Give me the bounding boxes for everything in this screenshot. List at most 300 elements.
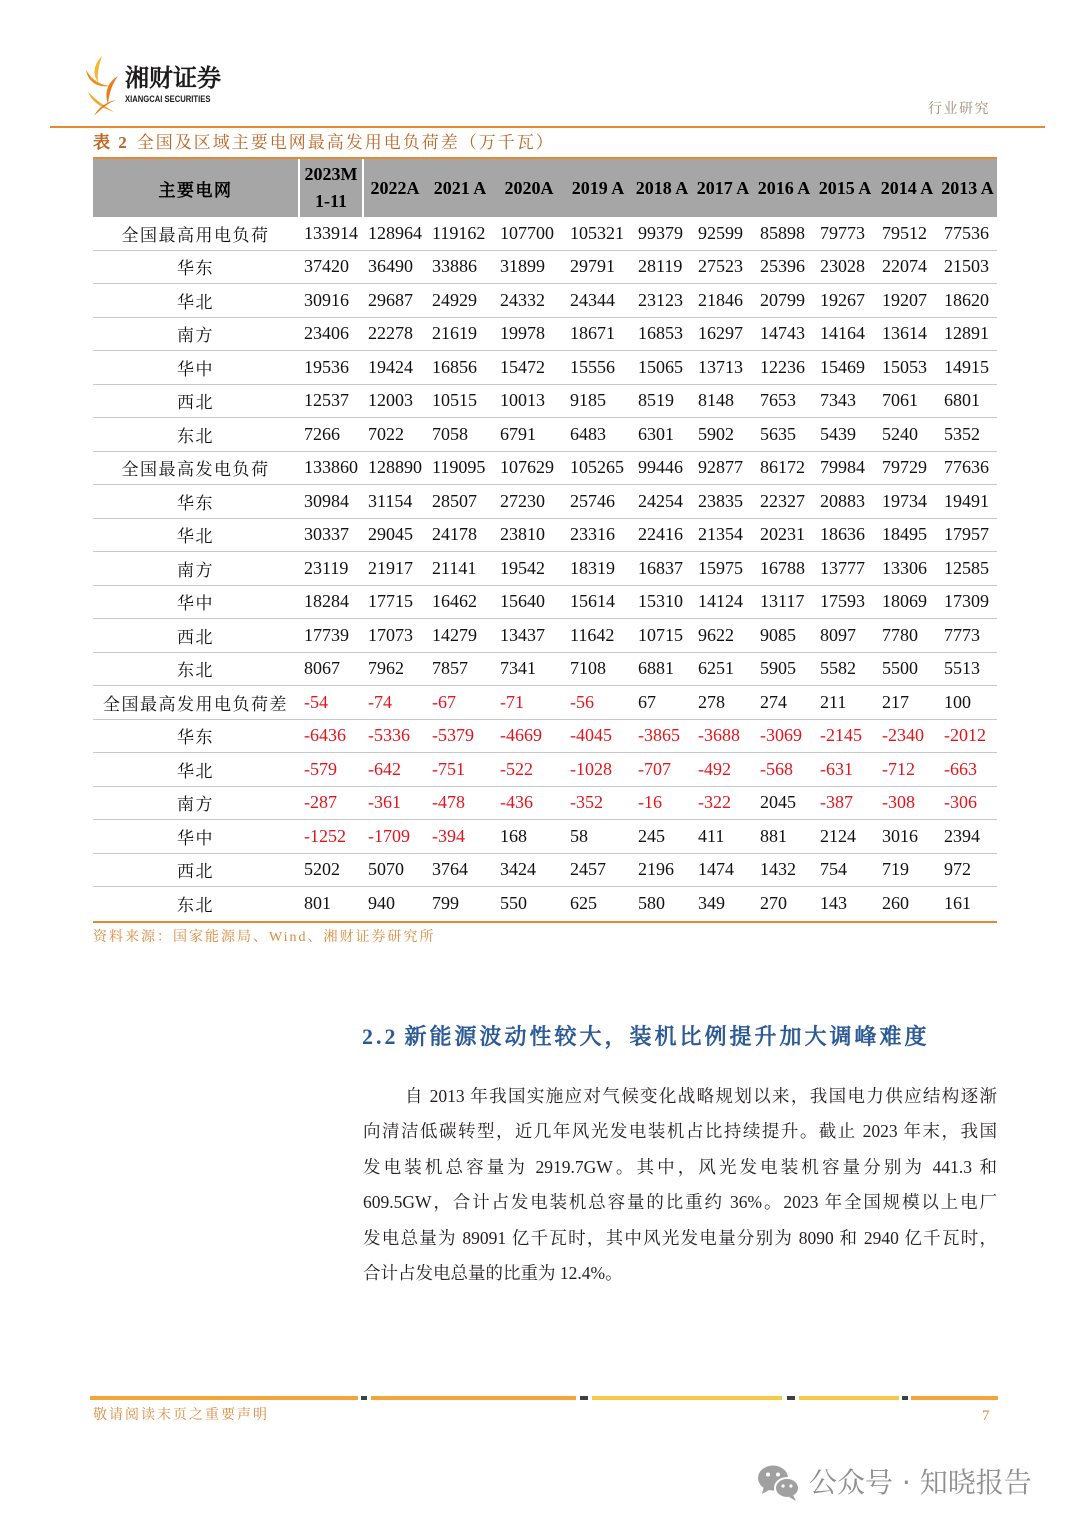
table-cell: 27230 — [500, 490, 545, 511]
table-cell: -4045 — [570, 725, 612, 746]
table-cell: -71 — [500, 691, 524, 712]
table-row — [93, 418, 997, 452]
row-label: 华北 — [177, 761, 214, 781]
table-cell: 119162 — [432, 222, 486, 243]
table-cell: -56 — [570, 691, 594, 712]
table-cell: 17073 — [368, 624, 413, 645]
column-header-line: 2023M — [304, 164, 358, 184]
column-header: 2022A — [362, 159, 426, 217]
table-cell: 79773 — [820, 222, 865, 243]
table-cell: 11642 — [570, 624, 615, 645]
table-cell: 6791 — [500, 423, 536, 444]
column-header: 2014 A — [880, 177, 934, 198]
table-cell: 5070 — [368, 859, 404, 880]
table-cell: 21846 — [698, 289, 743, 310]
table-cell: 550 — [500, 893, 527, 914]
table-caption — [93, 132, 555, 154]
table-cell: 25396 — [760, 256, 805, 277]
table-row — [93, 619, 997, 653]
table-row — [93, 452, 997, 486]
section-number: 2.2 — [362, 1024, 399, 1049]
table-cell: 754 — [820, 859, 847, 880]
footer-disclaimer: 敬请阅读末页之重要声明 — [93, 1408, 269, 1423]
table-cell: 92599 — [698, 222, 743, 243]
table-cell: 13306 — [882, 557, 927, 578]
table-cell: 5352 — [944, 423, 980, 444]
table-cell: 21354 — [698, 524, 743, 545]
table-row — [93, 217, 997, 251]
table-cell: 67 — [638, 691, 656, 712]
table-cell: 18319 — [570, 557, 615, 578]
table-cell: 13117 — [760, 591, 805, 612]
table-cell: 105265 — [570, 457, 624, 478]
table-cell: -394 — [432, 825, 465, 846]
table-cell: 8148 — [698, 390, 734, 411]
table-cell: 23123 — [638, 289, 683, 310]
table-cell: -568 — [760, 758, 793, 779]
table-cell: 24178 — [432, 524, 477, 545]
table-cell: 278 — [698, 691, 725, 712]
row-label: 华中 — [177, 828, 214, 848]
table-cell: 7341 — [500, 658, 536, 679]
table-cell: 799 — [432, 893, 459, 914]
table-cell: 23810 — [500, 524, 545, 545]
table-cell: 20231 — [760, 524, 805, 545]
table-row — [93, 753, 997, 787]
table-row — [93, 720, 997, 754]
table-cell: -436 — [500, 792, 533, 813]
table-cell: 29045 — [368, 524, 413, 545]
paragraph-line: 发电总量为 89091 亿千瓦时，其中风光发电量分别为 8090 和 2940 亿千瓦时， — [363, 1227, 997, 1248]
row-label: 南方 — [177, 795, 214, 815]
table-cell: 274 — [760, 691, 787, 712]
table-cell: 128964 — [368, 222, 422, 243]
table-cell: 21141 — [432, 557, 477, 578]
table-row — [93, 787, 997, 821]
table-cell: 15975 — [698, 557, 743, 578]
table-cell: 411 — [698, 825, 725, 846]
table-cell: 7266 — [304, 423, 340, 444]
table-cell: -579 — [304, 758, 337, 779]
table-cell: 6251 — [698, 658, 734, 679]
table-cell: 9085 — [760, 624, 796, 645]
table-cell: 5240 — [882, 423, 918, 444]
table-cell: 16788 — [760, 557, 805, 578]
watermark — [757, 1461, 1032, 1505]
table-cell: 972 — [944, 859, 971, 880]
table-cell: -707 — [638, 758, 671, 779]
table-cell: 19542 — [500, 557, 545, 578]
brand-mark-icon — [84, 56, 120, 116]
table-cell: 15053 — [882, 356, 927, 377]
column-header-line: 1-11 — [314, 191, 347, 211]
table-cell: 15065 — [638, 356, 683, 377]
table-cell: -2012 — [944, 725, 986, 746]
header-divider — [50, 126, 1045, 128]
table-cell: 18620 — [944, 289, 989, 310]
row-label: 西北 — [177, 627, 214, 647]
table-cell: 19734 — [882, 490, 927, 511]
table-cell: -1709 — [368, 825, 410, 846]
table-row — [93, 385, 997, 419]
column-header: 2013 A — [941, 177, 994, 198]
row-label: 华中 — [177, 359, 214, 379]
paragraph-line: 自 2013 年我国实施应对气候变化战略规划以来，我国电力供应结构逐渐 — [405, 1086, 997, 1106]
table-header-row — [93, 157, 997, 217]
table-cell: 107629 — [500, 457, 554, 478]
table-cell: 85898 — [760, 222, 805, 243]
table-cell: 719 — [882, 859, 909, 880]
table-cell: 217 — [882, 691, 909, 712]
table-cell: 5905 — [760, 658, 796, 679]
table-cell: 19267 — [820, 289, 865, 310]
table-cell: 9622 — [698, 624, 734, 645]
table-cell: 19424 — [368, 356, 413, 377]
table-cell: 18636 — [820, 524, 865, 545]
table-cell: 19978 — [500, 323, 545, 344]
table-cell: -2145 — [820, 725, 862, 746]
brand-name-en: XIANGCAI SECURITIES — [125, 94, 211, 104]
table-cell: 13713 — [698, 356, 743, 377]
table-cell: 99379 — [638, 222, 683, 243]
table-cell: 19536 — [304, 356, 349, 377]
table-cell: 19207 — [882, 289, 927, 310]
table-cell: 5902 — [698, 423, 734, 444]
table-cell: 16853 — [638, 323, 683, 344]
table-cell: -522 — [500, 758, 533, 779]
table-cell: 1474 — [698, 859, 734, 880]
table-cell: 22327 — [760, 490, 805, 511]
table-cell: 7022 — [368, 423, 404, 444]
table-cell: 7653 — [760, 390, 796, 411]
table-cell: 13614 — [882, 323, 927, 344]
column-header: 2021 A — [433, 177, 487, 198]
table-cell: -4669 — [500, 725, 542, 746]
table-cell: 14743 — [760, 323, 805, 344]
column-header: 2016 A — [757, 177, 811, 198]
table-cell: 5582 — [820, 658, 856, 679]
table-cell: 2196 — [638, 859, 674, 880]
table-cell: 14279 — [432, 624, 477, 645]
table-cell: 6301 — [638, 423, 674, 444]
table-cell: 260 — [882, 893, 909, 914]
table-cell: 79984 — [820, 457, 865, 478]
table-cell: 14915 — [944, 356, 989, 377]
table-cell: -16 — [638, 792, 662, 813]
table-cell: 3016 — [882, 825, 918, 846]
column-header: 2017 A — [696, 177, 750, 198]
column-header — [298, 159, 362, 217]
row-label: 全国最高用电负荷 — [121, 225, 270, 245]
row-label: 华东 — [177, 259, 214, 279]
column-header: 2015 A — [818, 177, 872, 198]
table-row — [93, 887, 997, 921]
table-cell: 15472 — [500, 356, 545, 377]
table-cell: -642 — [368, 758, 401, 779]
paragraph-line: 609.5GW，合计占发电装机总容量的比重约 36%。2023 年全国规模以上电厂 — [363, 1192, 997, 1213]
table-cell: 86172 — [760, 457, 805, 478]
table-cell: -287 — [304, 792, 337, 813]
row-label: 南方 — [177, 560, 214, 580]
row-label: 西北 — [177, 862, 214, 882]
table-cell: 13437 — [500, 624, 545, 645]
table-cell: 7058 — [432, 423, 468, 444]
table-cell: -3688 — [698, 725, 740, 746]
table-cell: -67 — [432, 691, 456, 712]
table-cell: 18495 — [882, 524, 927, 545]
table-cell: 8067 — [304, 658, 340, 679]
table-cell: 99446 — [638, 457, 683, 478]
row-label: 华北 — [177, 292, 214, 312]
table-cell: 37420 — [304, 256, 349, 277]
table-cell: 58 — [570, 825, 588, 846]
column-header: 2018 A — [635, 177, 689, 198]
section-title: 新能源波动性较大，装机比例提升加大调峰难度 — [404, 1024, 930, 1049]
table-cell: 16462 — [432, 591, 477, 612]
table-cell: 2045 — [760, 792, 796, 813]
table-cell: 2124 — [820, 825, 856, 846]
table-cell: 77536 — [944, 222, 989, 243]
table-cell: 15469 — [820, 356, 865, 377]
table-cell: 5513 — [944, 658, 980, 679]
table-cell: 7343 — [820, 390, 856, 411]
paragraph-line: 发电装机总容量为 2919.7GW。其中，风光发电装机容量分别为 441.3 和 — [363, 1156, 997, 1177]
table-cell: 31154 — [368, 490, 413, 511]
table-cell: 92877 — [698, 457, 743, 478]
row-label: 华东 — [177, 493, 214, 513]
watermark-text: 公众号 · 知晓报告 — [809, 1466, 1032, 1499]
table-cell: -54 — [304, 691, 328, 712]
table-cell: 16856 — [432, 356, 477, 377]
table-row — [93, 251, 997, 285]
wechat-icon — [757, 1463, 801, 1503]
table-cell: 12891 — [944, 323, 989, 344]
table-cell: 8519 — [638, 390, 674, 411]
table-cell: 23028 — [820, 256, 865, 277]
table-cell: -74 — [368, 691, 392, 712]
table-row — [93, 284, 997, 318]
table-cell: 6801 — [944, 390, 980, 411]
table-cell: 79512 — [882, 222, 927, 243]
paragraph-line: 向清洁低碳转型，近几年风光发电装机占比持续提升。截止 2023 年末，我国 — [363, 1121, 997, 1142]
column-header: 2020A — [504, 177, 554, 198]
table-cell: 133914 — [304, 222, 358, 243]
table-cell: 22416 — [638, 524, 683, 545]
table-cell: 881 — [760, 825, 787, 846]
table-cell: 77636 — [944, 457, 989, 478]
table-cell: 105321 — [570, 222, 624, 243]
table-cell: 5635 — [760, 423, 796, 444]
table-cell: 19491 — [944, 490, 989, 511]
table-cell: 128890 — [368, 457, 422, 478]
brand-name-cn: 湘财证券 — [125, 65, 221, 92]
table-cell: -1028 — [570, 758, 612, 779]
data-table — [93, 157, 997, 923]
table-cell: 15640 — [500, 591, 545, 612]
stub-header: 主要电网 — [158, 180, 233, 200]
row-label: 东北 — [177, 896, 214, 916]
brand-logo — [84, 56, 234, 118]
table-cell: -6436 — [304, 725, 346, 746]
table-cell: -3069 — [760, 725, 802, 746]
table-cell: 18284 — [304, 591, 349, 612]
table-cell: 14164 — [820, 323, 865, 344]
table-cell: 211 — [820, 691, 847, 712]
table-row — [93, 586, 997, 620]
column-header: 2019 A — [571, 177, 625, 198]
table-cell: 18671 — [570, 323, 615, 344]
table-cell: 133860 — [304, 457, 358, 478]
table-cell: 270 — [760, 893, 787, 914]
table-cell: 2457 — [570, 859, 606, 880]
table-cell: -1252 — [304, 825, 346, 846]
table-cell: 29687 — [368, 289, 413, 310]
table-cell: 7857 — [432, 658, 468, 679]
table-row — [93, 854, 997, 888]
table-cell: 30337 — [304, 524, 349, 545]
table-cell: 168 — [500, 825, 527, 846]
table-cell: 79729 — [882, 457, 927, 478]
table-cell: -5336 — [368, 725, 410, 746]
table-cell: 16837 — [638, 557, 683, 578]
table-cell: -361 — [368, 792, 401, 813]
row-label: 东北 — [177, 661, 214, 681]
table-cell: 100 — [944, 691, 971, 712]
table-cell: -712 — [882, 758, 915, 779]
table-row — [93, 519, 997, 553]
table-cell: 20883 — [820, 490, 865, 511]
table-cell: 23316 — [570, 524, 615, 545]
body-paragraph — [363, 1079, 997, 1291]
table-cell: -631 — [820, 758, 853, 779]
table-cell: 5500 — [882, 658, 918, 679]
table-cell: 27523 — [698, 256, 743, 277]
table-cell: 36490 — [368, 256, 413, 277]
table-cell: -5379 — [432, 725, 474, 746]
table-cell: 30916 — [304, 289, 349, 310]
page-number: 7 — [982, 1408, 990, 1424]
table-cell: 801 — [304, 893, 331, 914]
row-label: 华北 — [177, 527, 214, 547]
table-cell: -306 — [944, 792, 977, 813]
table-cell: 23119 — [304, 557, 349, 578]
table-cell: 12537 — [304, 390, 349, 411]
table-cell: 7962 — [368, 658, 404, 679]
table-cell: -387 — [820, 792, 853, 813]
table-cell: 143 — [820, 893, 847, 914]
table-cell: -478 — [432, 792, 465, 813]
table-row — [93, 318, 997, 352]
table-cell: -2340 — [882, 725, 924, 746]
table-cell: 20799 — [760, 289, 805, 310]
table-cell: 28119 — [638, 256, 683, 277]
table-cell: 119095 — [432, 457, 486, 478]
table-cell: 12585 — [944, 557, 989, 578]
table-source-note: 资料来源：国家能源局、Wind、湘财证券研究所 — [93, 930, 436, 945]
table-cell: 7108 — [570, 658, 606, 679]
table-cell: 161 — [944, 893, 971, 914]
table-cell: -3865 — [638, 725, 680, 746]
table-body — [93, 217, 997, 923]
table-cell: -663 — [944, 758, 977, 779]
table-cell: 107700 — [500, 222, 554, 243]
table-number: 表 2 — [93, 133, 129, 152]
table-cell: 7773 — [944, 624, 980, 645]
table-cell: 33886 — [432, 256, 477, 277]
table-cell: 349 — [698, 893, 725, 914]
report-type: 行业研究 — [928, 102, 990, 117]
table-cell: 245 — [638, 825, 665, 846]
table-cell: 16297 — [698, 323, 743, 344]
table-cell: 5202 — [304, 859, 340, 880]
table-cell: 940 — [368, 893, 395, 914]
table-cell: 21917 — [368, 557, 413, 578]
table-cell: 21503 — [944, 256, 989, 277]
row-label: 南方 — [177, 326, 214, 346]
table-cell: 625 — [570, 893, 597, 914]
table-cell: 29791 — [570, 256, 615, 277]
table-cell: 15556 — [570, 356, 615, 377]
table-cell: 23835 — [698, 490, 743, 511]
section-heading — [362, 1022, 930, 1052]
row-label: 全国最高发用电负荷差 — [103, 694, 288, 714]
table-cell: 15614 — [570, 591, 615, 612]
table-cell: 10013 — [500, 390, 545, 411]
table-cell: 7061 — [882, 390, 918, 411]
table-cell: 10715 — [638, 624, 683, 645]
table-cell: 28507 — [432, 490, 477, 511]
table-cell: 580 — [638, 893, 665, 914]
table-title: 全国及区域主要电网最高发用电负荷差（万千瓦） — [136, 133, 555, 152]
table-cell: 17957 — [944, 524, 989, 545]
table-cell: 12236 — [760, 356, 805, 377]
table-cell: 7780 — [882, 624, 918, 645]
table-cell: 31899 — [500, 256, 545, 277]
table-cell: 8097 — [820, 624, 856, 645]
table-cell: 17593 — [820, 591, 865, 612]
table-cell: 6881 — [638, 658, 674, 679]
row-label: 西北 — [177, 393, 214, 413]
table-row — [93, 686, 997, 720]
table-cell: 17739 — [304, 624, 349, 645]
table-cell: 17715 — [368, 591, 413, 612]
row-label: 华东 — [177, 728, 214, 748]
table-cell: -751 — [432, 758, 465, 779]
table-cell: 15310 — [638, 591, 683, 612]
table-row — [93, 820, 997, 854]
table-cell: 3424 — [500, 859, 536, 880]
table-cell: 24929 — [432, 289, 477, 310]
table-cell: 17309 — [944, 591, 989, 612]
table-cell: 9185 — [570, 390, 606, 411]
table-cell: 23406 — [304, 323, 349, 344]
table-cell: 13777 — [820, 557, 865, 578]
table-cell: 12003 — [368, 390, 413, 411]
table-row — [93, 351, 997, 385]
footer-decorative-rule — [0, 1396, 1080, 1400]
table-cell: 14124 — [698, 591, 743, 612]
table-cell: 22278 — [368, 323, 413, 344]
table-cell: 3764 — [432, 859, 468, 880]
table-row — [93, 485, 997, 519]
table-cell: 25746 — [570, 490, 615, 511]
table-cell: 30984 — [304, 490, 349, 511]
table-cell: 24254 — [638, 490, 683, 511]
table-cell: -308 — [882, 792, 915, 813]
table-cell: 24344 — [570, 289, 615, 310]
row-label: 全国最高发电负荷 — [121, 460, 270, 480]
table-cell: 2394 — [944, 825, 980, 846]
